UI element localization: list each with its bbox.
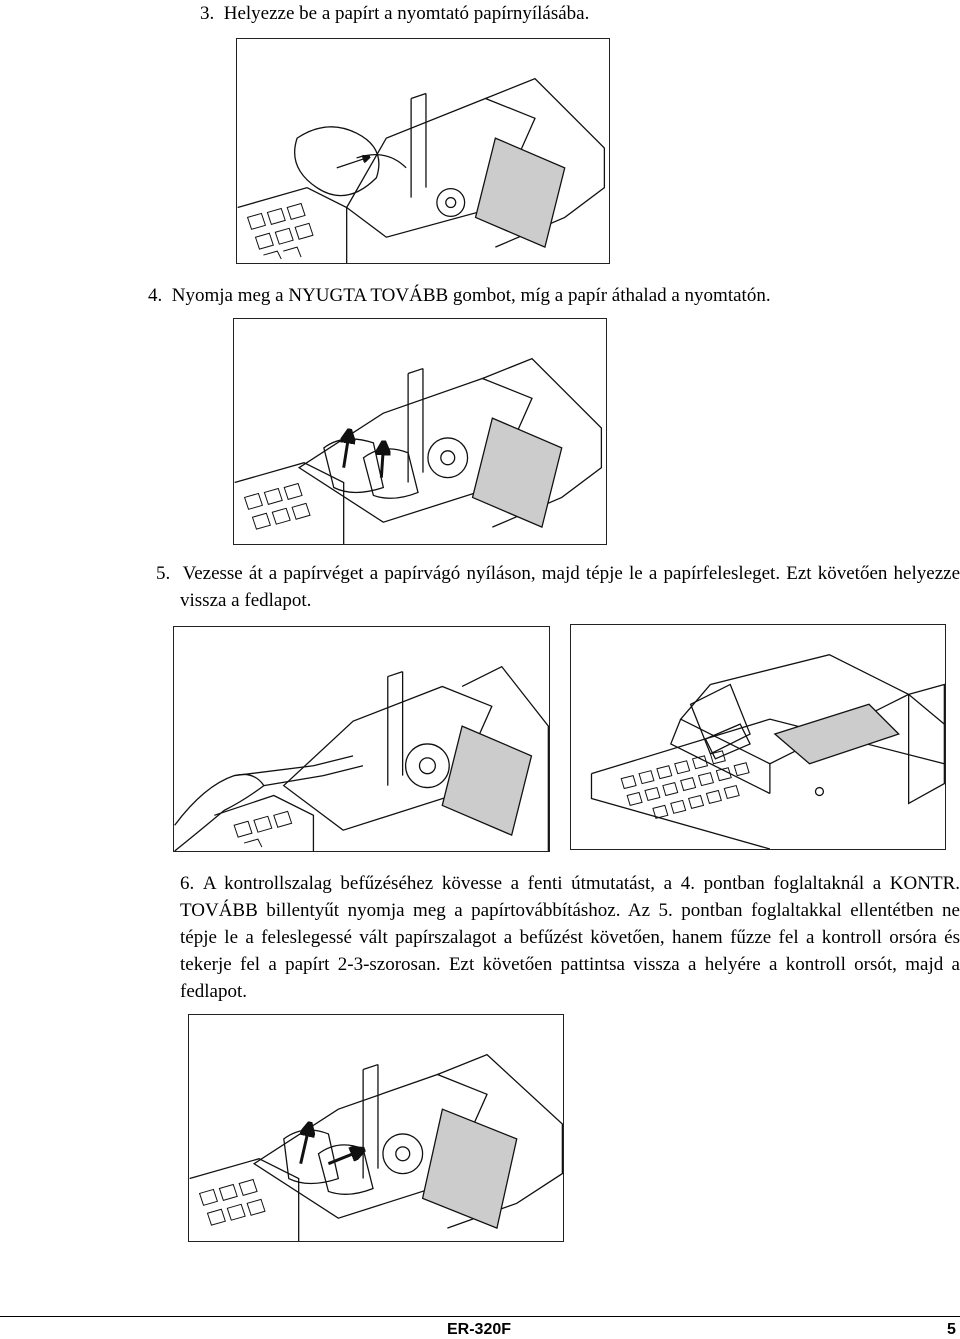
step-3-number: 3.: [200, 3, 215, 24]
figure-control-roll: [188, 1014, 564, 1242]
footer-model: ER-320F: [447, 1321, 512, 1338]
step-5-number: 5.: [156, 563, 171, 584]
figure-paper-feed: [233, 318, 607, 545]
step-3-text: Helyezze be a papírt a nyomtató papírnyílásába.: [223, 3, 590, 24]
step-6-text: A kontrollszalag befűzéséhez kövesse a fenti útmutatást, a 4. pontban foglaltaknál a KONTR. TOVÁBB billentyűt nyomja meg a papírtovábbításhoz. Az 5. pontban foglaltakkal ellentétben ne tépje le a feleslegessé vált papírszalagot a befűzést követően, hanem fűzze fel a kontroll orsóra és tekerje fel a papírt 2-3-szorosan. Ezt követően pattintsa vissza a helyére a kontroll orsót, majd a fedlapot.: [180, 873, 960, 1002]
step-4-text: Nyomja meg a NYUGTA TOVÁBB gombot, míg a papír áthalad a nyomtatón.: [171, 285, 771, 306]
step-6-number: 6.: [180, 873, 195, 894]
keypad-illustration: [248, 204, 313, 260]
footer-page-number: 5: [947, 1321, 956, 1338]
step-4-number: 4.: [148, 285, 163, 306]
keypad-illustration: [200, 1180, 265, 1226]
footer-rule: [0, 1316, 960, 1317]
figure-cover-closed: [570, 624, 946, 850]
keypad-illustration: [245, 484, 310, 530]
figure-insert-paper: [236, 38, 610, 264]
step-5-text: Vezesse át a papírvéget a papírvágó nyíláson, majd tépje le a papírfelesleget. Ezt követően helyezze vissza a fedlapot.: [180, 563, 960, 611]
figure-tear-paper: [173, 626, 550, 852]
keypad-illustration: [234, 811, 291, 847]
step-6: [180, 870, 960, 1005]
keypad-illustration: [621, 751, 749, 818]
step-4: [148, 282, 771, 309]
step-3: [200, 0, 589, 27]
step-5: [156, 560, 960, 614]
